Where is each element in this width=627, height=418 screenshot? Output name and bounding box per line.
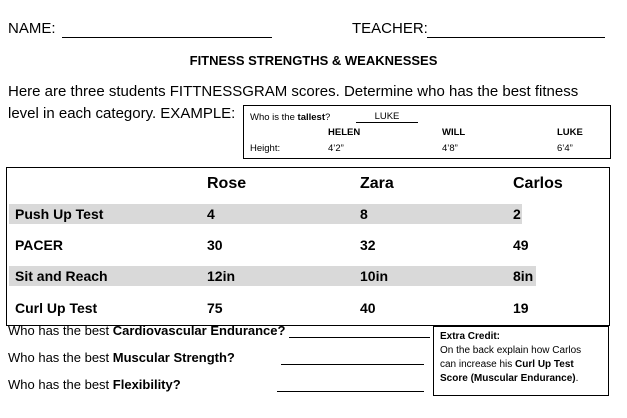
cell-pacer-zara: 32 — [360, 237, 376, 253]
answer-line-cardiovascular[interactable] — [289, 337, 430, 338]
name-label: NAME: — [8, 20, 56, 37]
answer-line-muscular-strength[interactable] — [281, 364, 424, 365]
column-header-zara: Zara — [360, 175, 394, 192]
teacher-line[interactable] — [427, 37, 605, 38]
example-answer: LUKE — [356, 111, 418, 123]
intro-line-1: Here are three students FITTNESSGRAM scores. Determine who has the best fitness — [8, 83, 579, 100]
name-line[interactable] — [62, 37, 272, 38]
row-label-pacer: PACER — [15, 237, 63, 253]
question-muscular-strength: Who has the best Muscular Strength? — [8, 350, 235, 365]
cell-curl-up-zara: 40 — [360, 300, 376, 316]
column-header-rose: Rose — [207, 175, 247, 192]
example-question: Who is the tallest? — [250, 112, 331, 123]
extra-credit-line-2: can increase his Curl Up Test — [440, 359, 574, 370]
extra-credit-line-3: Score (Muscular Endurance). — [440, 373, 579, 384]
example-height-luke: 6’4” — [557, 143, 573, 154]
cell-push-up-rose: 4 — [207, 206, 215, 222]
page-title: FITNESS STRENGTHS & WEAKNESSES — [189, 53, 438, 68]
example-height-helen: 4’2” — [328, 143, 344, 154]
cell-push-up-zara: 8 — [360, 206, 368, 222]
example-name-will: WILL — [442, 127, 466, 138]
cell-sit-and-reach-zara: 10in — [360, 268, 389, 284]
extra-credit-box — [433, 326, 609, 396]
example-height-label: Height: — [250, 143, 281, 154]
cell-pacer-carlos: 49 — [513, 237, 529, 253]
cell-sit-and-reach-carlos: 8in — [513, 268, 534, 284]
row-label-curl-up: Curl Up Test — [15, 300, 98, 316]
example-name-helen: HELEN — [328, 127, 361, 138]
row-label-push-up: Push Up Test — [15, 206, 104, 222]
row-label-sit-and-reach: Sit and Reach — [15, 268, 108, 284]
example-name-luke: LUKE — [557, 127, 583, 138]
cell-pacer-rose: 30 — [207, 237, 223, 253]
question-cardiovascular: Who has the best Cardiovascular Endurance? — [8, 323, 286, 338]
example-box — [243, 105, 611, 159]
teacher-label: TEACHER: — [352, 20, 428, 37]
column-header-carlos: Carlos — [513, 175, 563, 192]
answer-line-flexibility[interactable] — [277, 391, 424, 392]
cell-sit-and-reach-rose: 12in — [207, 268, 236, 284]
question-flexibility: Who has the best Flexibility? — [8, 377, 181, 392]
intro-line-2: level in each category. EXAMPLE: — [8, 105, 236, 122]
example-height-will: 4’8” — [442, 143, 458, 154]
cell-curl-up-rose: 75 — [207, 300, 223, 316]
extra-credit-title: Extra Credit: — [440, 331, 501, 342]
extra-credit-line-1: On the back explain how Carlos — [440, 345, 582, 356]
cell-push-up-carlos: 2 — [513, 206, 521, 222]
cell-curl-up-carlos: 19 — [513, 300, 529, 316]
